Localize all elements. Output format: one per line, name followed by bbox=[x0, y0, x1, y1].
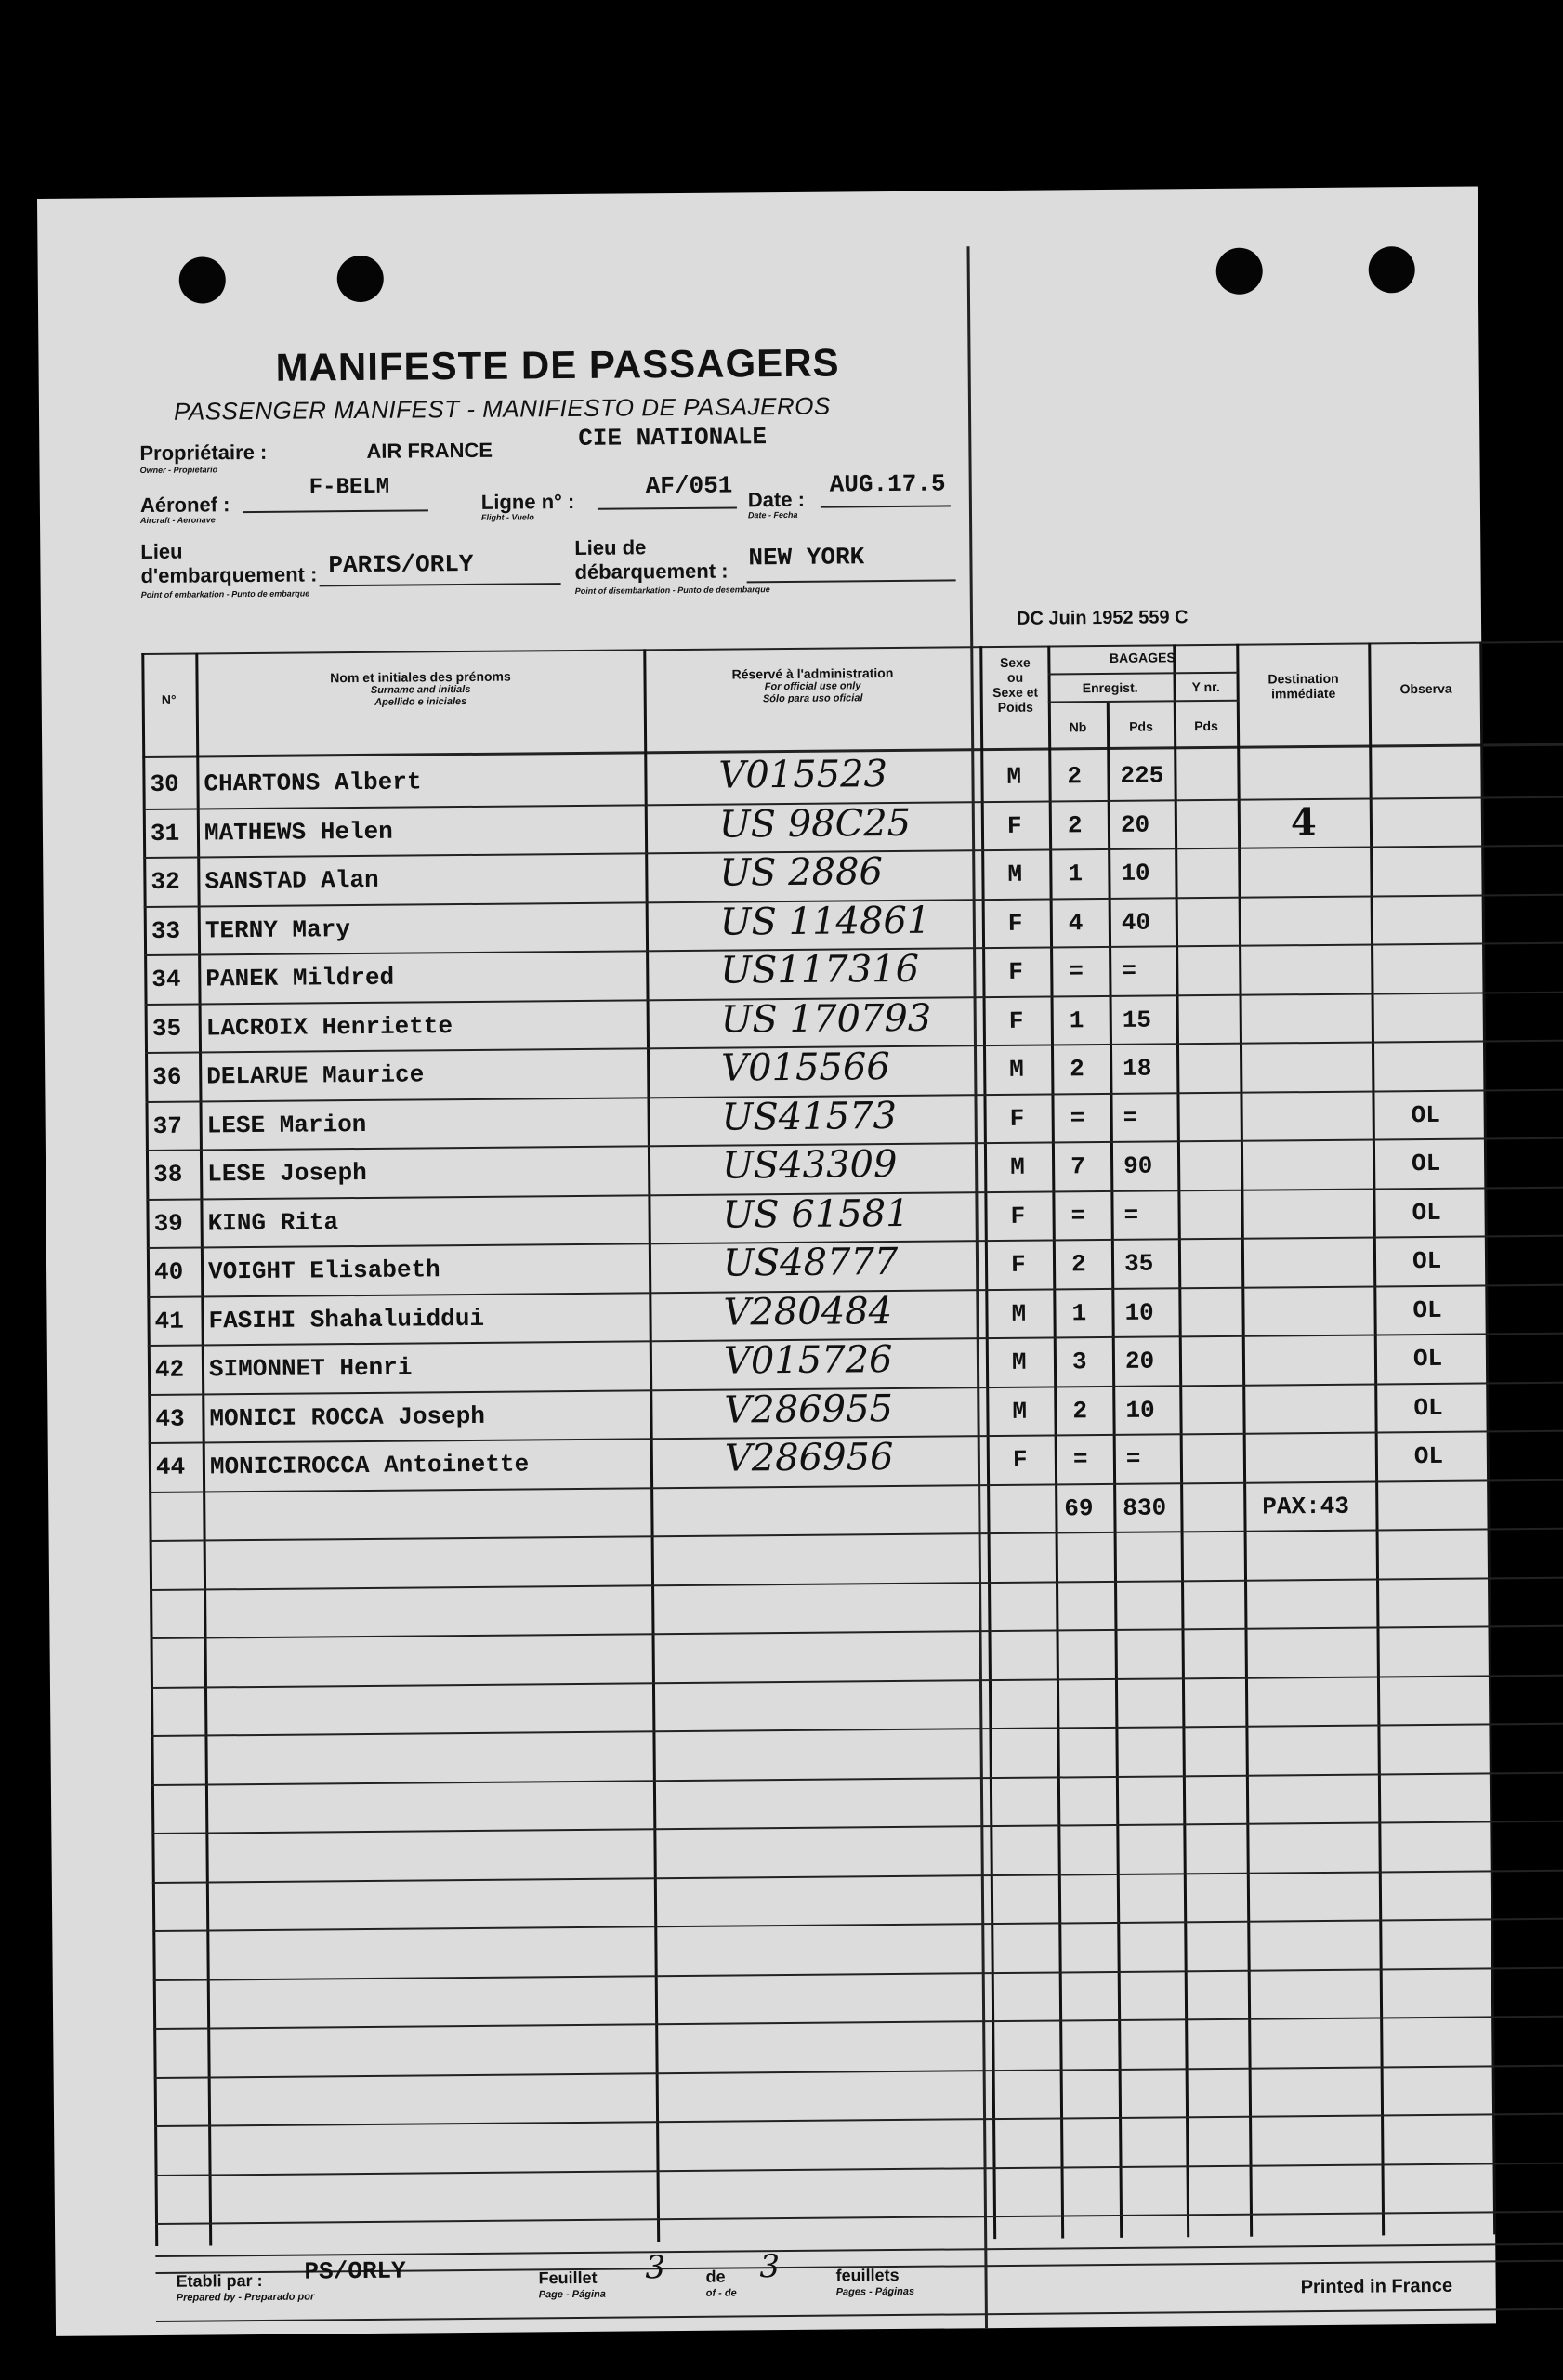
col-divider bbox=[1047, 646, 1064, 2239]
official-reference: US 170793 bbox=[720, 996, 932, 1042]
baggage-weight: = bbox=[1122, 956, 1137, 985]
embark-sublabel: Point of embarkation - Punto de embarque bbox=[140, 588, 310, 600]
official-reference: V015726 bbox=[723, 1338, 893, 1383]
official-reference: V015566 bbox=[720, 1045, 890, 1090]
baggage-count: 2 bbox=[1070, 1055, 1084, 1084]
aircraft-sublabel: Aircraft - Aeronave bbox=[139, 515, 216, 526]
baggage-weight: 90 bbox=[1123, 1151, 1153, 1180]
owner-sublabel: Owner - Propietario bbox=[139, 465, 218, 476]
col-divider bbox=[643, 649, 660, 2242]
line-sublabel: Flight - Vuelo bbox=[480, 512, 534, 522]
baggage-count: 2 bbox=[1072, 1396, 1088, 1425]
passenger-sex: F bbox=[1008, 957, 1024, 986]
col-baggage-header: BAGAGES bbox=[1109, 650, 1176, 665]
official-reference: V286955 bbox=[724, 1387, 894, 1432]
baggage-weight: = bbox=[1125, 1444, 1141, 1473]
baggage-weight: 20 bbox=[1124, 1347, 1155, 1375]
col-unreg-header: Y nr. bbox=[1191, 678, 1220, 695]
passenger-name: PANEK Mildred bbox=[205, 963, 395, 993]
row-rule bbox=[154, 2113, 1563, 2127]
table-top-border bbox=[141, 641, 1563, 655]
punch-hole bbox=[179, 256, 226, 303]
baggage-count: 2 bbox=[1070, 1250, 1086, 1279]
baggage-count: 1 bbox=[1071, 1298, 1087, 1327]
col-divider bbox=[979, 646, 996, 2239]
baggage-weight: 15 bbox=[1122, 1006, 1152, 1034]
col-divider bbox=[1107, 701, 1123, 2238]
col-divider bbox=[1236, 644, 1253, 2237]
row-number: 32 bbox=[151, 867, 180, 896]
col-nb-header: Nb bbox=[1069, 719, 1087, 735]
row-number: 44 bbox=[155, 1453, 186, 1481]
line-line bbox=[598, 506, 737, 509]
baggage-weight: 10 bbox=[1124, 1298, 1154, 1327]
row-number: 42 bbox=[154, 1355, 185, 1384]
sheet-sublabel: Page - Página bbox=[538, 2288, 606, 2301]
official-reference: US41573 bbox=[721, 1094, 898, 1139]
col-sex-header-1: Sexe bbox=[999, 654, 1031, 670]
baggage-weight: = bbox=[1123, 1103, 1138, 1132]
prepared-value: PS/ORLY bbox=[304, 2256, 406, 2286]
disembark-label-1: Lieu de bbox=[574, 535, 647, 559]
destination-mark: 4 bbox=[1290, 799, 1317, 844]
baggage-count: = bbox=[1070, 1201, 1086, 1229]
observation: OL bbox=[1412, 1246, 1442, 1276]
col-sex-header-3: Sexe et bbox=[992, 684, 1039, 701]
row-rule bbox=[152, 1869, 1563, 1883]
row-rule bbox=[151, 1771, 1563, 1785]
passenger-name: LESE Marion bbox=[206, 1110, 367, 1139]
col-sex-header-4: Poids bbox=[997, 699, 1033, 716]
col-name-header-es: Apellido e iniciales bbox=[374, 695, 467, 708]
date-label: Date : bbox=[747, 487, 806, 512]
passenger-name: LACROIX Henriette bbox=[205, 1011, 453, 1042]
passenger-sex: F bbox=[1012, 1445, 1028, 1474]
row-number: 30 bbox=[150, 769, 179, 798]
baggage-weight: 10 bbox=[1121, 859, 1150, 888]
official-reference: V280484 bbox=[723, 1289, 893, 1335]
row-number: 40 bbox=[153, 1257, 184, 1286]
passenger-sex: F bbox=[1010, 1250, 1026, 1279]
table-right-border bbox=[1479, 641, 1496, 2234]
official-reference: US117316 bbox=[720, 947, 920, 993]
passenger-name: MONICI ROCCA Joseph bbox=[209, 1401, 486, 1432]
baggage-weight: 35 bbox=[1123, 1249, 1154, 1278]
col-registered-header: Enregist. bbox=[1082, 679, 1138, 696]
col-divider bbox=[1368, 642, 1385, 2235]
passenger-name: VOIGHT Elisabeth bbox=[207, 1256, 440, 1286]
date-value: AUG.17.5 bbox=[829, 469, 946, 499]
baggage-count: 3 bbox=[1071, 1348, 1087, 1376]
row-rule bbox=[153, 2016, 1563, 2030]
passenger-total: PAX:43 bbox=[1262, 1492, 1350, 1521]
col-admin-header-en: For official use only bbox=[764, 680, 861, 693]
sheets-label: feuillets bbox=[835, 2265, 900, 2285]
row-rule bbox=[150, 1528, 1563, 1542]
row-rule bbox=[155, 2162, 1563, 2176]
official-reference: US 2886 bbox=[719, 850, 884, 895]
aircraft-line bbox=[243, 509, 428, 513]
passenger-name: TERNY Mary bbox=[204, 914, 351, 944]
row-number: 39 bbox=[153, 1209, 183, 1238]
row-number: 33 bbox=[151, 916, 181, 945]
passenger-name: FASIHI Shahaluiddui bbox=[208, 1304, 485, 1335]
punch-hole bbox=[337, 256, 384, 302]
baggage-count: 2 bbox=[1067, 810, 1083, 839]
form-code: DC Juin 1952 559 C bbox=[1016, 607, 1189, 629]
col-admin-header-fr: Réservé à l'administration bbox=[731, 664, 894, 682]
row-number: 41 bbox=[154, 1307, 184, 1335]
passenger-name: SIMONNET Henri bbox=[208, 1353, 413, 1384]
official-reference: V286956 bbox=[724, 1436, 894, 1480]
official-reference: US 114861 bbox=[719, 899, 931, 944]
sheets-sublabel: Pages - Páginas bbox=[835, 2285, 915, 2298]
row-number: 35 bbox=[151, 1014, 182, 1043]
disembark-value: NEW YORK bbox=[748, 543, 865, 572]
passenger-name: MATHEWS Helen bbox=[204, 817, 393, 847]
form-subtitle: PASSENGER MANIFEST - MANIFIESTO DE PASAJEROS bbox=[173, 391, 831, 426]
baggage-weight: 10 bbox=[1125, 1396, 1155, 1425]
official-reference: US48777 bbox=[722, 1240, 899, 1285]
disembark-label-2: débarquement : bbox=[574, 559, 729, 584]
row-number: 43 bbox=[155, 1404, 185, 1433]
row-rule bbox=[156, 2308, 1563, 2322]
footer-line bbox=[155, 2242, 1563, 2257]
punch-hole bbox=[1216, 247, 1263, 294]
row-rule bbox=[155, 2211, 1563, 2225]
passenger-table bbox=[141, 641, 1563, 2246]
baggage-count: 2 bbox=[1067, 762, 1083, 791]
registered-divider bbox=[1048, 700, 1239, 703]
total-baggage-count: 69 bbox=[1064, 1493, 1094, 1522]
punch-hole bbox=[1369, 246, 1415, 293]
passenger-sex: F bbox=[1006, 811, 1022, 840]
col-name-header-fr: Nom et initiales des prénoms bbox=[330, 668, 511, 686]
official-reference: US43309 bbox=[721, 1142, 898, 1188]
form-title: MANIFESTE DE PASSAGERS bbox=[275, 340, 840, 389]
passenger-name: LESE Joseph bbox=[207, 1158, 367, 1189]
disembark-sublabel: Point of disembarkation - Punto de desembarque bbox=[574, 585, 770, 596]
passenger-sex: M bbox=[1007, 860, 1023, 888]
row-number: 31 bbox=[150, 819, 180, 848]
passenger-name: SANSTAD Alan bbox=[204, 865, 379, 896]
official-reference: US 61581 bbox=[722, 1191, 910, 1237]
row-rule bbox=[154, 2064, 1563, 2078]
observation: OL bbox=[1412, 1295, 1442, 1324]
official-reference: V015523 bbox=[718, 753, 888, 797]
row-number: 34 bbox=[151, 965, 181, 993]
printed-in-france: Printed in France bbox=[1300, 2275, 1453, 2298]
disembark-line bbox=[747, 579, 956, 583]
baggage-count: 1 bbox=[1069, 1006, 1084, 1034]
of-sublabel: of - de bbox=[705, 2287, 737, 2299]
passenger-sex: M bbox=[1011, 1299, 1027, 1328]
col-destination-header bbox=[1238, 671, 1368, 702]
baggage-weight: 225 bbox=[1120, 761, 1164, 790]
observation: OL bbox=[1413, 1393, 1443, 1422]
owner-value: AIR FRANCE bbox=[366, 438, 493, 463]
embark-line bbox=[320, 583, 561, 586]
manifest-sheet bbox=[37, 186, 1496, 2335]
passenger-sex: M bbox=[1009, 1055, 1024, 1084]
passenger-name: CHARTONS Albert bbox=[204, 768, 422, 798]
row-rule bbox=[151, 1625, 1563, 1639]
observation: OL bbox=[1412, 1198, 1441, 1227]
passenger-name: DELARUE Maurice bbox=[206, 1060, 425, 1091]
passenger-sex: F bbox=[1008, 1006, 1024, 1035]
row-rule bbox=[150, 1576, 1563, 1590]
row-rule bbox=[151, 1674, 1563, 1688]
col-pds-header: Pds bbox=[1129, 718, 1153, 734]
passenger-sex: M bbox=[1006, 762, 1022, 791]
passenger-sex: M bbox=[1011, 1348, 1027, 1376]
col-admin-header-es: Sólo para uso oficial bbox=[762, 692, 863, 704]
baggage-weight: = bbox=[1123, 1201, 1139, 1229]
row-rule bbox=[153, 1966, 1563, 1980]
embark-label-2: d'embarquement : bbox=[140, 562, 318, 588]
col-name-header-en: Surname and initials bbox=[370, 684, 471, 696]
observation: OL bbox=[1411, 1149, 1441, 1178]
col-observations-header: Observa bbox=[1399, 680, 1452, 697]
baggage-count: 4 bbox=[1068, 908, 1084, 937]
baggage-count: 1 bbox=[1068, 860, 1084, 888]
baggage-count: = bbox=[1070, 1103, 1085, 1132]
baggage-count: = bbox=[1069, 957, 1084, 986]
row-number: 38 bbox=[153, 1160, 183, 1189]
observation: OL bbox=[1413, 1441, 1444, 1471]
passenger-sex: M bbox=[1010, 1152, 1025, 1181]
col-destination-header-2: immédiate bbox=[1271, 685, 1336, 702]
col-divider bbox=[1173, 644, 1189, 2237]
aircraft-value: F-BELM bbox=[309, 474, 390, 501]
row-rule bbox=[151, 1723, 1563, 1737]
baggage-weight: 40 bbox=[1121, 908, 1151, 937]
line-value: AF/051 bbox=[645, 471, 733, 501]
date-sublabel: Date - Fecha bbox=[747, 509, 798, 520]
col-admin-header bbox=[645, 664, 979, 706]
owner-label: Propriétaire : bbox=[139, 440, 268, 466]
baggage-divider bbox=[1047, 672, 1238, 676]
prepared-label: Etabli par : bbox=[176, 2270, 263, 2291]
row-rule bbox=[152, 1918, 1563, 1932]
passenger-sex: M bbox=[1012, 1397, 1028, 1426]
official-reference: US 98C25 bbox=[718, 801, 912, 847]
row-rule bbox=[149, 1479, 1563, 1492]
line-label: Ligne n° : bbox=[480, 489, 575, 514]
baggage-weight: 18 bbox=[1123, 1054, 1152, 1083]
of-label: de bbox=[705, 2267, 726, 2286]
baggage-count: = bbox=[1072, 1445, 1088, 1474]
row-rule bbox=[151, 1821, 1563, 1834]
col-destination-header-1: Destination bbox=[1267, 670, 1339, 687]
passenger-sex: F bbox=[1007, 909, 1023, 938]
embark-value: PARIS/ORLY bbox=[328, 549, 474, 580]
observation: OL bbox=[1411, 1100, 1441, 1129]
sheet-value: 3 bbox=[645, 2249, 666, 2287]
of-value: 3 bbox=[759, 2248, 781, 2286]
row-number: 36 bbox=[152, 1062, 182, 1091]
observation: OL bbox=[1412, 1344, 1443, 1374]
embark-label-1: Lieu bbox=[140, 539, 183, 564]
aircraft-label: Aéronef : bbox=[139, 493, 230, 518]
sheet-label: Feuillet bbox=[538, 2268, 598, 2288]
owner-stamp: CIE NATIONALE bbox=[578, 423, 768, 453]
col-no-header: N° bbox=[161, 691, 177, 707]
date-line bbox=[821, 505, 951, 507]
baggage-count: 7 bbox=[1070, 1152, 1085, 1181]
row-number: 37 bbox=[152, 1111, 183, 1140]
col-pds2-header: Pds bbox=[1194, 717, 1218, 734]
passenger-sex: F bbox=[1010, 1202, 1026, 1230]
baggage-weight: 20 bbox=[1120, 810, 1150, 839]
passenger-sex: F bbox=[1009, 1104, 1025, 1133]
col-sex-header-2: ou bbox=[1006, 669, 1024, 686]
total-baggage-weight: 830 bbox=[1123, 1492, 1167, 1522]
passenger-name: MONICIROCCA Antoinette bbox=[209, 1450, 530, 1481]
passenger-name: KING Rita bbox=[207, 1207, 339, 1237]
col-name-header bbox=[197, 667, 643, 710]
col-sex-header bbox=[981, 655, 1049, 716]
prepared-sublabel: Prepared by - Preparado por bbox=[176, 2291, 315, 2304]
